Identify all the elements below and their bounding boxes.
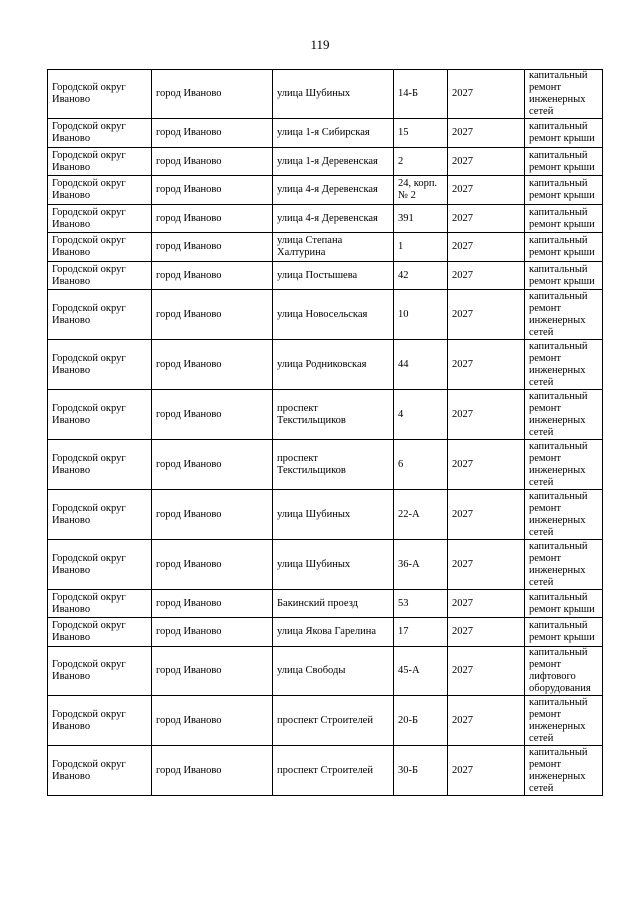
house-cell: 10 [394,290,448,340]
district-cell: Городской округ Иваново [48,262,152,290]
street-cell: улица Шубиных [273,490,394,540]
district-cell: Городской округ Иваново [48,490,152,540]
street-cell: улица Постышева [273,262,394,290]
work-cell: капитальный ремонт крыши [525,148,603,176]
city-cell: город Иваново [152,647,273,696]
city-cell: город Иваново [152,618,273,647]
table-row [48,205,603,233]
work-cell: капитальный ремонт инженерных сетей [525,440,603,490]
work-cell: капитальный ремонт инженерных сетей [525,340,603,390]
work-cell: капитальный ремонт инженерных сетей [525,540,603,590]
district-cell: Городской округ Иваново [48,340,152,390]
house-cell: 53 [394,590,448,618]
district-cell: Городской округ Иваново [48,148,152,176]
street-cell: улица Степана Халтурина [273,233,394,262]
house-cell: 22-А [394,490,448,540]
year-cell: 2027 [448,746,525,796]
house-cell: 15 [394,119,448,148]
work-cell: капитальный ремонт инженерных сетей [525,70,603,119]
street-cell: улица 1-я Сибирская [273,119,394,148]
table-row [48,618,603,647]
year-cell: 2027 [448,440,525,490]
work-cell: капитальный ремонт крыши [525,119,603,148]
street-cell: проспект Текстильщиков [273,440,394,490]
table-row [48,746,603,796]
work-cell: капитальный ремонт крыши [525,262,603,290]
table-row [48,290,603,340]
work-cell: капитальный ремонт крыши [525,233,603,262]
work-cell: капитальный ремонт инженерных сетей [525,290,603,340]
district-cell: Городской округ Иваново [48,176,152,205]
year-cell: 2027 [448,647,525,696]
house-cell: 42 [394,262,448,290]
city-cell: город Иваново [152,176,273,205]
street-cell: улица Якова Гарелина [273,618,394,647]
house-cell: 6 [394,440,448,490]
district-cell: Городской округ Иваново [48,590,152,618]
house-cell: 45-А [394,647,448,696]
house-cell: 24, корп. № 2 [394,176,448,205]
city-cell: город Иваново [152,290,273,340]
city-cell: город Иваново [152,696,273,746]
district-cell: Городской округ Иваново [48,290,152,340]
table-row [48,696,603,746]
work-cell: капитальный ремонт крыши [525,618,603,647]
street-cell: улица Шубиных [273,70,394,119]
year-cell: 2027 [448,390,525,440]
city-cell: город Иваново [152,490,273,540]
district-cell: Городской округ Иваново [48,390,152,440]
table-row [48,390,603,440]
year-cell: 2027 [448,148,525,176]
table-row [48,262,603,290]
city-cell: город Иваново [152,262,273,290]
city-cell: город Иваново [152,590,273,618]
table-row [48,148,603,176]
work-cell: капитальный ремонт инженерных сетей [525,490,603,540]
house-cell: 30-Б [394,746,448,796]
table-row [48,440,603,490]
year-cell: 2027 [448,262,525,290]
city-cell: город Иваново [152,205,273,233]
city-cell: город Иваново [152,390,273,440]
city-cell: город Иваново [152,440,273,490]
house-cell: 4 [394,390,448,440]
table-row [48,70,603,119]
table-row [48,647,603,696]
street-cell: улица Свободы [273,647,394,696]
city-cell: город Иваново [152,540,273,590]
street-cell: улица 1-я Деревенская [273,148,394,176]
street-cell: улица Шубиных [273,540,394,590]
table-row [48,340,603,390]
house-cell: 2 [394,148,448,176]
work-cell: капитальный ремонт инженерных сетей [525,696,603,746]
house-cell: 20-Б [394,696,448,746]
work-cell: капитальный ремонт инженерных сетей [525,746,603,796]
table-row [48,540,603,590]
table-row [48,119,603,148]
house-cell: 44 [394,340,448,390]
city-cell: город Иваново [152,746,273,796]
district-cell: Городской округ Иваново [48,70,152,119]
repair-schedule-table [47,69,603,796]
house-cell: 391 [394,205,448,233]
year-cell: 2027 [448,70,525,119]
district-cell: Городской округ Иваново [48,119,152,148]
table-row [48,490,603,540]
work-cell: капитальный ремонт крыши [525,176,603,205]
work-cell: капитальный ремонт лифтового оборудования [525,647,603,696]
house-cell: 17 [394,618,448,647]
house-cell: 1 [394,233,448,262]
year-cell: 2027 [448,590,525,618]
district-cell: Городской округ Иваново [48,746,152,796]
district-cell: Городской округ Иваново [48,233,152,262]
district-cell: Городской округ Иваново [48,540,152,590]
street-cell: улица 4-я Деревенская [273,205,394,233]
street-cell: улица Родниковская [273,340,394,390]
city-cell: город Иваново [152,340,273,390]
year-cell: 2027 [448,176,525,205]
street-cell: проспект Текстильщиков [273,390,394,440]
year-cell: 2027 [448,490,525,540]
district-cell: Городской округ Иваново [48,618,152,647]
street-cell: проспект Строителей [273,696,394,746]
street-cell: улица 4-я Деревенская [273,176,394,205]
house-cell: 36-А [394,540,448,590]
work-cell: капитальный ремонт крыши [525,590,603,618]
year-cell: 2027 [448,290,525,340]
district-cell: Городской округ Иваново [48,696,152,746]
street-cell: проспект Строителей [273,746,394,796]
year-cell: 2027 [448,119,525,148]
table-body [48,70,603,796]
year-cell: 2027 [448,340,525,390]
city-cell: город Иваново [152,119,273,148]
street-cell: Бакинский проезд [273,590,394,618]
year-cell: 2027 [448,618,525,647]
street-cell: улица Новосельская [273,290,394,340]
year-cell: 2027 [448,696,525,746]
table-row [48,233,603,262]
house-cell: 14-Б [394,70,448,119]
table-row [48,176,603,205]
city-cell: город Иваново [152,70,273,119]
district-cell: Городской округ Иваново [48,205,152,233]
table-row [48,590,603,618]
work-cell: капитальный ремонт инженерных сетей [525,390,603,440]
work-cell: капитальный ремонт крыши [525,205,603,233]
district-cell: Городской округ Иваново [48,647,152,696]
city-cell: город Иваново [152,148,273,176]
page-number: 119 [310,37,330,52]
year-cell: 2027 [448,233,525,262]
year-cell: 2027 [448,205,525,233]
city-cell: город Иваново [152,233,273,262]
district-cell: Городской округ Иваново [48,440,152,490]
year-cell: 2027 [448,540,525,590]
